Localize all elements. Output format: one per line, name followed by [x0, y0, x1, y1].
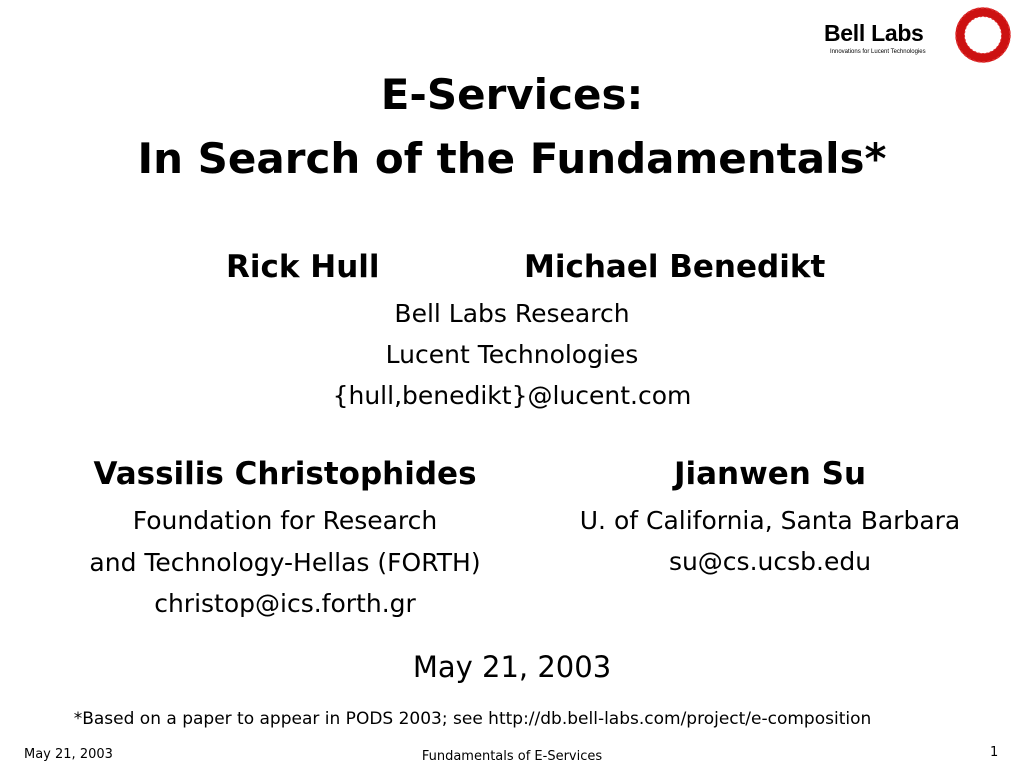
bell-labs-tagline: Innovations for Lucent Technologies: [830, 49, 926, 55]
page-number: 1: [990, 745, 999, 760]
affiliation-forth-line-1: Foundation for Research: [132, 506, 438, 535]
author-email-forth: christop@ics.forth.gr: [154, 589, 416, 618]
affiliation-forth-line-2: and Technology-Hellas (FORTH): [89, 548, 481, 577]
author-email-lucent: {hull,benedikt}@lucent.com: [332, 381, 692, 410]
author-name-su: Jianwen Su: [673, 456, 867, 492]
affiliation-ucsb: U. of California, Santa Barbara: [579, 506, 961, 535]
author-name-christophides: Vassilis Christophides: [93, 456, 477, 492]
footer-date: May 21, 2003: [24, 747, 113, 762]
presentation-date: May 21, 2003: [412, 650, 612, 684]
affiliation-lucent: Lucent Technologies: [385, 340, 639, 369]
bell-labs-ring-logo: [953, 5, 1013, 65]
affiliation-bell-labs: Bell Labs Research: [394, 299, 630, 328]
author-name-hull: Rick Hull: [226, 249, 380, 285]
bell-labs-logo-text: Bell Labs: [824, 20, 924, 46]
footnote: *Based on a paper to appear in PODS 2003; see http://db.bell-labs.com/project/e-composition: [73, 709, 872, 729]
slide-title-line-2: In Search of the Fundamentals*: [137, 134, 887, 183]
author-name-benedikt: Michael Benedikt: [524, 249, 826, 285]
slide-title-line-1: E-Services:: [380, 70, 644, 119]
footer-title: Fundamentals of E-Services: [421, 749, 603, 764]
author-email-ucsb: su@cs.ucsb.edu: [668, 547, 872, 576]
